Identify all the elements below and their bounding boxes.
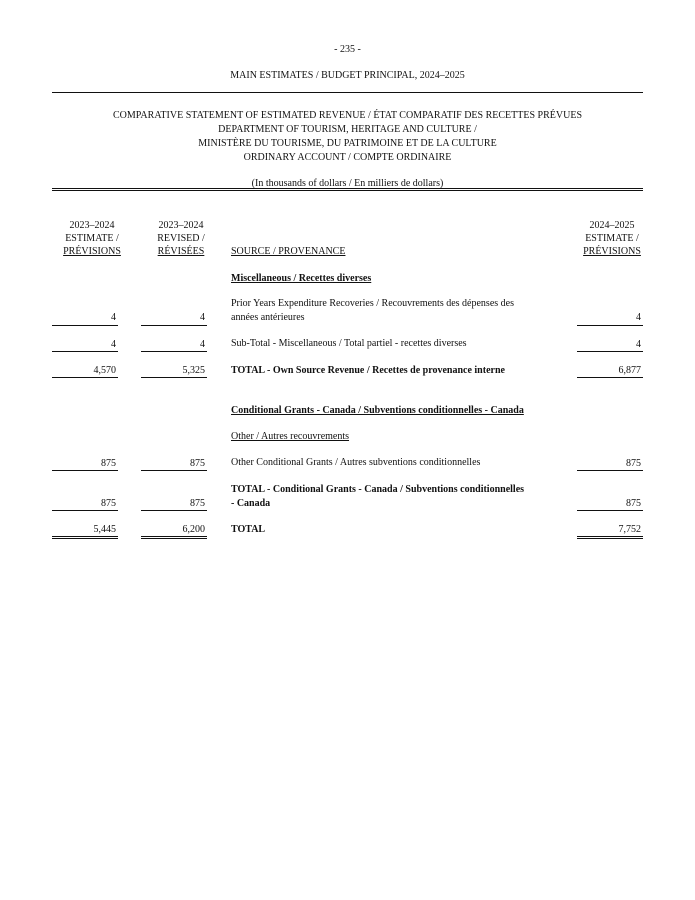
cell-underline <box>52 325 118 326</box>
cell-estimate-2023-2024: 5,445 <box>93 524 116 535</box>
cell-estimate-2023-2024: 4,570 <box>93 365 116 376</box>
cell-revised-2023-2024: 6,200 <box>182 524 205 535</box>
cell-underline <box>52 470 118 471</box>
page-number: - 235 - <box>334 44 361 55</box>
cell-revised-2023-2024: 875 <box>190 498 205 509</box>
cell-estimate-2023-2024: 4 <box>111 312 116 323</box>
section-heading-conditional-grants: Conditional Grants - Canada / Subventions conditionnelles - Canada <box>231 405 524 416</box>
cell-revised-2023-2024: 4 <box>200 339 205 350</box>
total-double-underline <box>141 536 207 539</box>
total-double-underline <box>577 536 643 539</box>
cell-estimate-2024-2025: 7,752 <box>618 524 641 535</box>
column-header-source: SOURCE / PROVENANCE <box>231 246 346 257</box>
cell-underline <box>141 470 207 471</box>
total-double-underline <box>52 536 118 539</box>
section-heading-miscellaneous: Miscellaneous / Recettes diverses <box>231 273 372 284</box>
row-description-own-source-total: TOTAL - Own Source Revenue / Recettes de provenance interne <box>231 365 505 376</box>
column-label: ESTIMATE / <box>585 233 639 244</box>
subsection-heading-other: Other / Autres recouvrements <box>231 431 350 442</box>
cell-estimate-2024-2025: 4 <box>636 339 641 350</box>
cell-underline <box>577 470 643 471</box>
cell-underline <box>52 510 118 511</box>
document-title: MAIN ESTIMATES / BUDGET PRINCIPAL, 2024–2025 <box>230 70 465 81</box>
column-header-estimate-2024-2025 <box>572 219 652 258</box>
row-description-line: TOTAL - Conditional Grants - Canada / Subventions conditionnelles <box>231 484 525 495</box>
row-description-misc-subtotal: Sub-Total - Miscellaneous / Total partiel - recettes diverses <box>231 338 467 349</box>
cell-estimate-2023-2024: 4 <box>111 339 116 350</box>
cell-underline <box>577 377 643 378</box>
cell-underline <box>577 510 643 511</box>
account-name: ORDINARY ACCOUNT / COMPTE ORDINAIRE <box>243 152 452 163</box>
cell-underline <box>52 377 118 378</box>
column-header-revised-2023-2024 <box>141 219 221 258</box>
cell-underline <box>141 325 207 326</box>
row-description-line: Prior Years Expenditure Recoveries / Recouvrements des dépenses des <box>231 298 514 309</box>
units-note: (In thousands of dollars / En milliers de dollars) <box>251 178 444 189</box>
cell-underline <box>577 351 643 352</box>
cell-underline <box>52 351 118 352</box>
cell-revised-2023-2024: 875 <box>190 458 205 469</box>
row-description-line: années antérieures <box>231 312 305 323</box>
department-name-en: DEPARTMENT OF TOURISM, HERITAGE AND CULTURE / <box>218 124 477 135</box>
cell-estimate-2024-2025: 875 <box>626 458 641 469</box>
department-name-fr: MINISTÈRE DU TOURISME, DU PATRIMOINE ET DE LA CULTURE <box>198 138 497 149</box>
cell-underline <box>577 325 643 326</box>
cell-underline <box>141 377 207 378</box>
column-year: 2023–2024 <box>158 220 204 231</box>
cell-revised-2023-2024: 5,325 <box>182 365 205 376</box>
cell-estimate-2024-2025: 6,877 <box>618 365 641 376</box>
cell-estimate-2024-2025: 875 <box>626 498 641 509</box>
column-label-fr: PRÉVISIONS <box>63 246 121 257</box>
row-description-conditional-grants-total <box>231 483 551 511</box>
cell-revised-2023-2024: 4 <box>200 312 205 323</box>
cell-underline <box>141 510 207 511</box>
column-label-fr: PRÉVISIONS <box>583 246 641 257</box>
row-description-prior-years <box>231 297 551 325</box>
row-description-grand-total: TOTAL <box>231 524 266 535</box>
column-year: 2023–2024 <box>69 220 115 231</box>
row-description-line: - Canada <box>231 498 271 509</box>
cell-estimate-2023-2024: 875 <box>101 458 116 469</box>
statement-title: COMPARATIVE STATEMENT OF ESTIMATED REVENUE / ÉTAT COMPARATIF DES RECETTES PRÉVUES <box>113 110 582 121</box>
column-year: 2024–2025 <box>589 220 635 231</box>
cell-underline <box>141 351 207 352</box>
cell-estimate-2024-2025: 4 <box>636 312 641 323</box>
title-double-rule <box>52 188 643 191</box>
row-description-other-conditional-grants: Other Conditional Grants / Autres subventions conditionnelles <box>231 457 481 468</box>
column-label: REVISED / <box>157 233 205 244</box>
cell-estimate-2023-2024: 875 <box>101 498 116 509</box>
header-rule <box>52 92 643 93</box>
column-label-fr: RÉVISÉES <box>157 246 205 257</box>
column-header-estimate-2023-2024 <box>52 219 132 258</box>
column-label: ESTIMATE / <box>65 233 119 244</box>
